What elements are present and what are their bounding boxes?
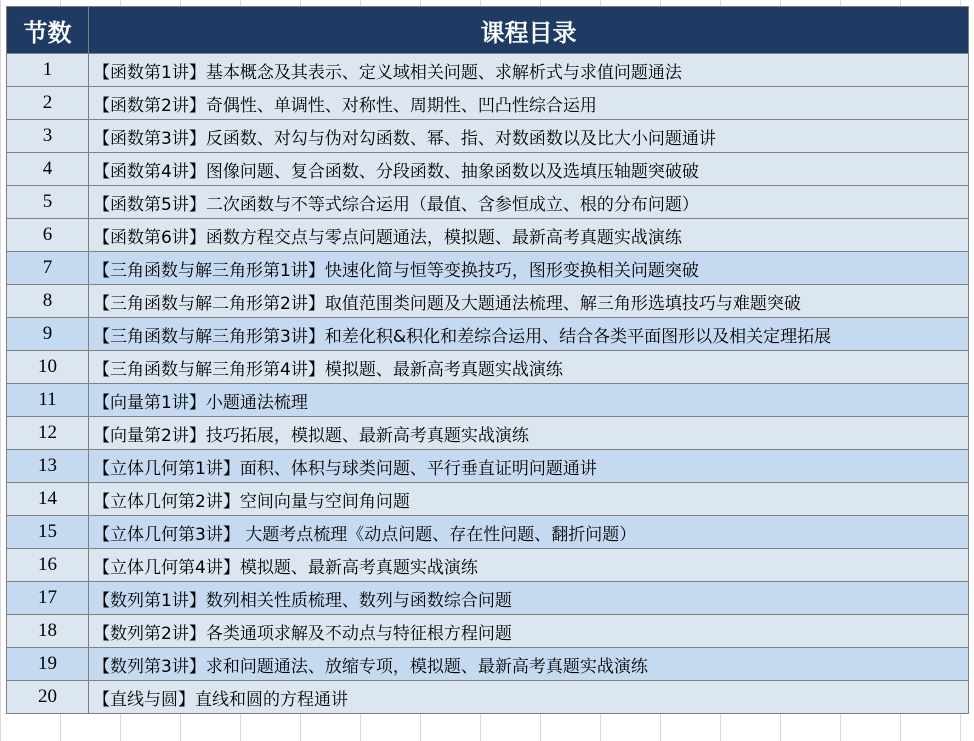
- lesson-title-cell[interactable]: 【三角函数与解三角形第1讲】快速化简与恒等变换技巧，图形变换相关问题突破: [89, 252, 969, 285]
- lesson-number-cell[interactable]: 3: [7, 120, 89, 153]
- lesson-number-cell[interactable]: 17: [7, 582, 89, 615]
- table-header-row: [7, 7, 969, 54]
- lesson-title-cell[interactable]: 【立体几何第4讲】模拟题、最新高考真题实战演练: [89, 549, 969, 582]
- lesson-number-cell[interactable]: 4: [7, 153, 89, 186]
- lesson-title-cell[interactable]: 【立体几何第2讲】空间向量与空间角问题: [89, 483, 969, 516]
- lesson-number-cell[interactable]: 8: [7, 285, 89, 318]
- lesson-title-cell[interactable]: 【函数第6讲】函数方程交点与零点问题通法，模拟题、最新高考真题实战演练: [89, 219, 969, 252]
- table-row: [7, 351, 969, 384]
- lesson-title-cell[interactable]: 【函数第5讲】二次函数与不等式综合运用（最值、含参恒成立、根的分布问题）: [89, 186, 969, 219]
- table-row: [7, 681, 969, 714]
- lesson-number-cell[interactable]: 2: [7, 87, 89, 120]
- lesson-number-cell[interactable]: 13: [7, 450, 89, 483]
- lesson-title-cell[interactable]: 【立体几何第3讲】 大题考点梳理《动点问题、存在性问题、翻折问题）: [89, 516, 969, 549]
- lesson-title-cell[interactable]: 【函数第2讲】奇偶性、单调性、对称性、周期性、凹凸性综合运用: [89, 87, 969, 120]
- lesson-number-cell[interactable]: 18: [7, 615, 89, 648]
- table-row: [7, 417, 969, 450]
- table-body: [7, 54, 969, 714]
- lesson-number-cell[interactable]: 9: [7, 318, 89, 351]
- header-lesson-number[interactable]: 节数: [7, 7, 89, 54]
- lesson-title-cell[interactable]: 【三角函数与解三角形第3讲】和差化积&积化和差综合运用、结合各类平面图形以及相关定理拓展: [89, 318, 969, 351]
- lesson-title-cell[interactable]: 【直线与圆】直线和圆的方程通讲: [89, 681, 969, 714]
- lesson-title-cell[interactable]: 【向量第1讲】小题通法梳理: [89, 384, 969, 417]
- lesson-title-cell[interactable]: 【数列第1讲】数列相关性质梳理、数列与函数综合问题: [89, 582, 969, 615]
- header-course-catalog[interactable]: 课程目录: [89, 7, 969, 54]
- table-row: [7, 219, 969, 252]
- lesson-title-cell[interactable]: 【函数第3讲】反函数、对勾与伪对勾函数、幂、指、对数函数以及比大小问题通讲: [89, 120, 969, 153]
- table-row: [7, 615, 969, 648]
- lesson-title-cell[interactable]: 【数列第3讲】求和问题通法、放缩专项，模拟题、最新高考真题实战演练: [89, 648, 969, 681]
- table-row: [7, 120, 969, 153]
- lesson-number-cell[interactable]: 11: [7, 384, 89, 417]
- lesson-number-cell[interactable]: 15: [7, 516, 89, 549]
- lesson-title-cell[interactable]: 【三角函数与解二角形第2讲】取值范围类问题及大题通法梳理、解三角形选填技巧与难题突破: [89, 285, 969, 318]
- lesson-number-cell[interactable]: 10: [7, 351, 89, 384]
- table-row: [7, 87, 969, 120]
- lesson-title-cell[interactable]: 【向量第2讲】技巧拓展，模拟题、最新高考真题实战演练: [89, 417, 969, 450]
- table-row: [7, 54, 969, 87]
- lesson-title-cell[interactable]: 【函数第1讲】基本概念及其表示、定义域相关问题、求解析式与求值问题通法: [89, 54, 969, 87]
- table-row: [7, 252, 969, 285]
- table-row: [7, 648, 969, 681]
- table-row: [7, 516, 969, 549]
- lesson-title-cell[interactable]: 【数列第2讲】各类通项求解及不动点与特征根方程问题: [89, 615, 969, 648]
- table-row: [7, 582, 969, 615]
- table-row: [7, 549, 969, 582]
- course-catalog-table: [6, 6, 969, 714]
- lesson-title-cell[interactable]: 【函数第4讲】图像问题、复合函数、分段函数、抽象函数以及选填压轴题突破破: [89, 153, 969, 186]
- lesson-number-cell[interactable]: 14: [7, 483, 89, 516]
- lesson-number-cell[interactable]: 19: [7, 648, 89, 681]
- lesson-number-cell[interactable]: 20: [7, 681, 89, 714]
- lesson-number-cell[interactable]: 5: [7, 186, 89, 219]
- table-row: [7, 483, 969, 516]
- table-row: [7, 384, 969, 417]
- lesson-number-cell[interactable]: 7: [7, 252, 89, 285]
- lesson-number-cell[interactable]: 6: [7, 219, 89, 252]
- lesson-title-cell[interactable]: 【三角函数与解三角形第4讲】模拟题、最新高考真题实战演练: [89, 351, 969, 384]
- lesson-title-cell[interactable]: 【立体几何第1讲】面积、体积与球类问题、平行垂直证明问题通讲: [89, 450, 969, 483]
- table-row: [7, 186, 969, 219]
- table-row: [7, 153, 969, 186]
- table-row: [7, 285, 969, 318]
- table-row: [7, 450, 969, 483]
- lesson-number-cell[interactable]: 1: [7, 54, 89, 87]
- lesson-number-cell[interactable]: 16: [7, 549, 89, 582]
- table-row: [7, 318, 969, 351]
- lesson-number-cell[interactable]: 12: [7, 417, 89, 450]
